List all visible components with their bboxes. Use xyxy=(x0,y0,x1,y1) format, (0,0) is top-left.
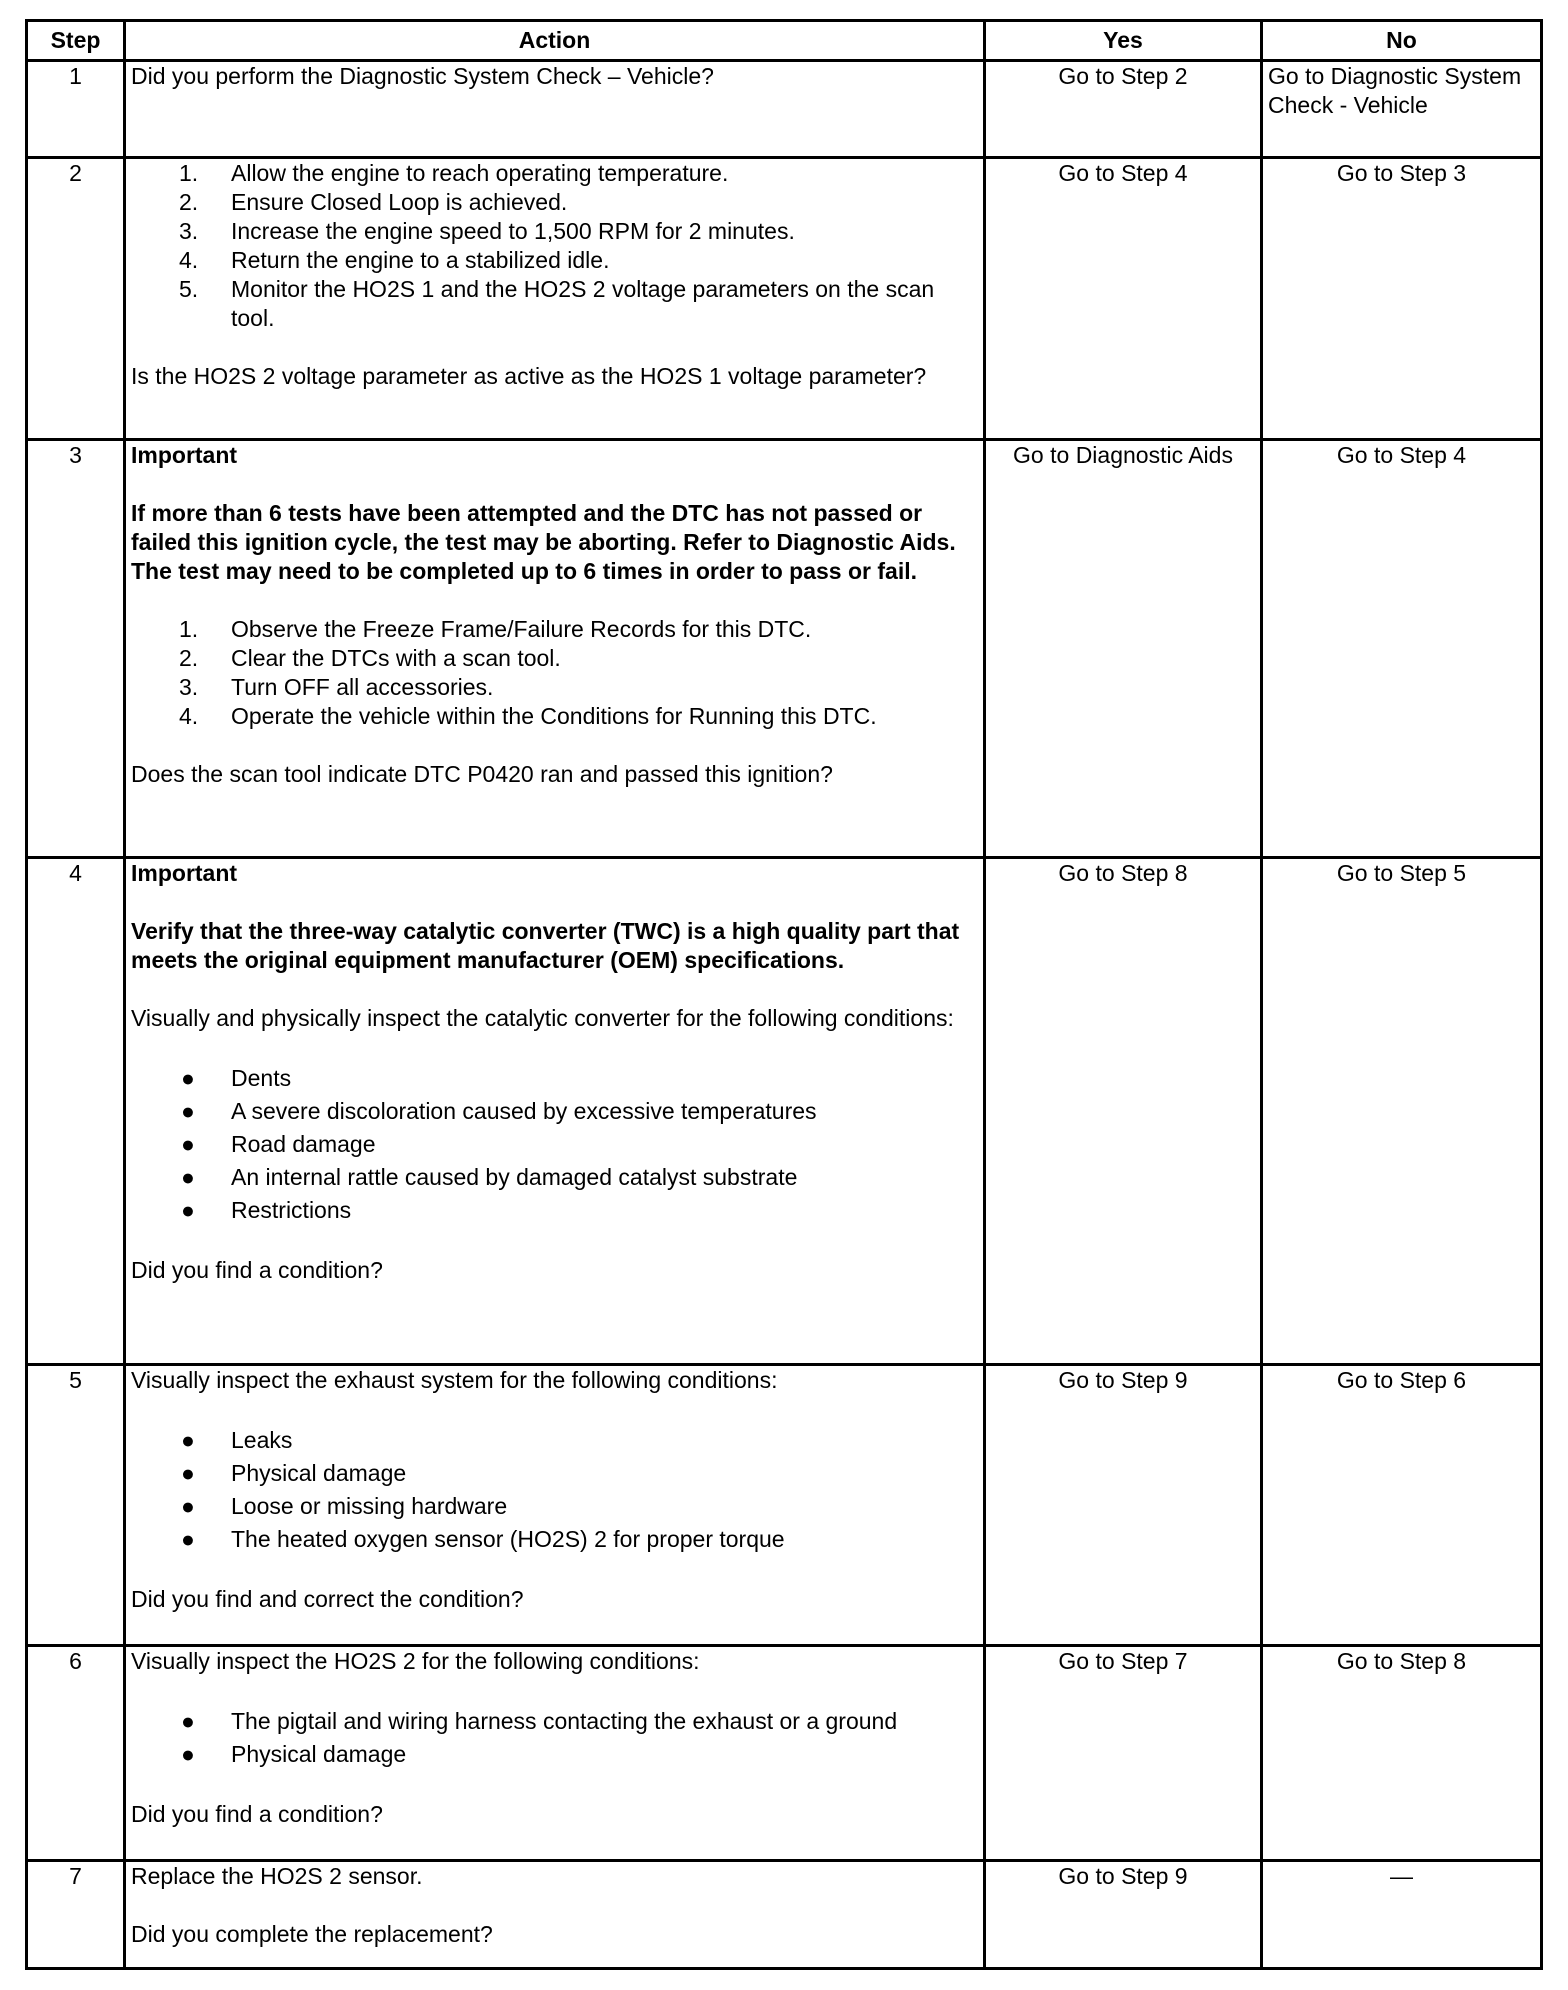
bullet-list xyxy=(131,1705,978,1771)
list-item: ● Leaks xyxy=(131,1424,978,1457)
no-cell: — xyxy=(1262,1861,1542,1969)
list-item: 2. Clear the DTCs with a scan tool. xyxy=(179,645,561,671)
list-item: ● Restrictions xyxy=(131,1194,978,1227)
no-cell: Go to Step 8 xyxy=(1262,1646,1542,1861)
list-item: ● A severe discoloration caused by excessive temperatures xyxy=(131,1095,978,1128)
list-item: 1. Allow the engine to reach operating temperature. xyxy=(179,160,729,186)
list-item: 5. Monitor the HO2S 1 and the HO2S 2 voltage parameters on the scan tool. xyxy=(179,276,935,331)
table-row xyxy=(27,1646,1542,1861)
yes-cell: Go to Step 9 xyxy=(985,1861,1262,1969)
intro-text: Visually and physically inspect the catalytic converter for the following conditions: xyxy=(131,1005,954,1031)
action-cell xyxy=(125,1646,985,1861)
list-item: 3. Increase the engine speed to 1,500 RPM for 2 minutes. xyxy=(179,218,795,244)
question: Is the HO2S 2 voltage parameter as active as the HO2S 1 voltage parameter? xyxy=(131,363,927,389)
list-item: ● Physical damage xyxy=(131,1738,978,1771)
no-cell: Go to Step 6 xyxy=(1262,1365,1542,1646)
list-item: ● Physical damage xyxy=(131,1457,978,1490)
question: Did you find a condition? xyxy=(131,1801,383,1827)
table-row xyxy=(27,858,1542,1365)
no-cell: Go to Step 3 xyxy=(1262,158,1542,440)
list-item: ● Dents xyxy=(131,1062,978,1095)
important-label: Important xyxy=(131,860,238,886)
bullet-icon: ● xyxy=(181,1131,195,1157)
intro-text: Replace the HO2S 2 sensor. xyxy=(131,1863,423,1889)
table-row xyxy=(27,440,1542,858)
table-row xyxy=(27,158,1542,440)
yes-cell: Go to Diagnostic Aids xyxy=(985,440,1262,858)
action-cell xyxy=(125,440,985,858)
step-number: 4 xyxy=(27,858,125,1365)
header-yes: Yes xyxy=(985,21,1262,61)
header-action: Action xyxy=(125,21,985,61)
list-item: ● The pigtail and wiring harness contacting the exhaust or a ground xyxy=(131,1705,978,1738)
bullet-icon: ● xyxy=(181,1164,195,1190)
bullet-list xyxy=(131,1062,978,1227)
question: Did you find and correct the condition? xyxy=(131,1586,524,1612)
list-item: 2. Ensure Closed Loop is achieved. xyxy=(179,189,568,215)
header-no: No xyxy=(1262,21,1542,61)
bullet-icon: ● xyxy=(181,1427,195,1453)
question: Did you complete the replacement? xyxy=(131,1921,493,1947)
question: Did you perform the Diagnostic System Check – Vehicle? xyxy=(131,63,714,89)
question: Does the scan tool indicate DTC P0420 ran and passed this ignition? xyxy=(131,761,833,787)
action-cell xyxy=(125,61,985,158)
numbered-list xyxy=(131,615,978,731)
intro-text: Visually inspect the HO2S 2 for the following conditions: xyxy=(131,1648,700,1674)
bullet-icon: ● xyxy=(181,1098,195,1124)
important-label: Important xyxy=(131,442,238,468)
bullet-icon: ● xyxy=(181,1708,195,1734)
yes-cell: Go to Step 4 xyxy=(985,158,1262,440)
no-cell: Go to Step 4 xyxy=(1262,440,1542,858)
table-row xyxy=(27,1861,1542,1969)
action-cell xyxy=(125,158,985,440)
list-item: 1. Observe the Freeze Frame/Failure Records for this DTC. xyxy=(179,616,812,642)
step-number: 5 xyxy=(27,1365,125,1646)
yes-cell: Go to Step 7 xyxy=(985,1646,1262,1861)
bullet-icon: ● xyxy=(181,1065,195,1091)
list-item: 3. Turn OFF all accessories. xyxy=(179,674,494,700)
step-number: 2 xyxy=(27,158,125,440)
list-item: 4. Operate the vehicle within the Conditions for Running this DTC. xyxy=(179,703,877,729)
bullet-icon: ● xyxy=(181,1197,195,1223)
list-item: ● The heated oxygen sensor (HO2S) 2 for proper torque xyxy=(131,1523,978,1556)
action-cell xyxy=(125,858,985,1365)
bullet-icon: ● xyxy=(181,1493,195,1519)
bullet-icon: ● xyxy=(181,1460,195,1486)
bullet-list xyxy=(131,1424,978,1556)
diagnostic-table xyxy=(25,19,1543,1970)
bullet-icon: ● xyxy=(181,1526,195,1552)
yes-cell: Go to Step 2 xyxy=(985,61,1262,158)
table-row xyxy=(27,1365,1542,1646)
question: Did you find a condition? xyxy=(131,1257,383,1283)
action-cell xyxy=(125,1365,985,1646)
numbered-list xyxy=(131,159,978,333)
yes-cell: Go to Step 9 xyxy=(985,1365,1262,1646)
table-row xyxy=(27,61,1542,158)
no-cell: Go to Step 5 xyxy=(1262,858,1542,1365)
list-item: ● An internal rattle caused by damaged catalyst substrate xyxy=(131,1161,978,1194)
header-step: Step xyxy=(27,21,125,61)
list-item: ● Road damage xyxy=(131,1128,978,1161)
action-cell xyxy=(125,1861,985,1969)
intro-text: Visually inspect the exhaust system for the following conditions: xyxy=(131,1367,778,1393)
no-cell: Go to Diagnostic System Check - Vehicle xyxy=(1262,61,1542,158)
list-item: 4. Return the engine to a stabilized idle. xyxy=(179,247,610,273)
step-number: 7 xyxy=(27,1861,125,1969)
step-number: 3 xyxy=(27,440,125,858)
list-item: ● Loose or missing hardware xyxy=(131,1490,978,1523)
bullet-icon: ● xyxy=(181,1741,195,1767)
important-text: If more than 6 tests have been attempted and the DTC has not passed or failed this ignition cycle, the test may be aborting. Refer to Diagnostic Aids. The test may need to be completed up to 6 times in order to pass or fail. xyxy=(131,500,956,584)
yes-cell: Go to Step 8 xyxy=(985,858,1262,1365)
step-number: 1 xyxy=(27,61,125,158)
step-number: 6 xyxy=(27,1646,125,1861)
header-row xyxy=(27,21,1542,61)
important-text: Verify that the three-way catalytic converter (TWC) is a high quality part that meets the original equipment manufacturer (OEM) specifications. xyxy=(131,918,960,973)
